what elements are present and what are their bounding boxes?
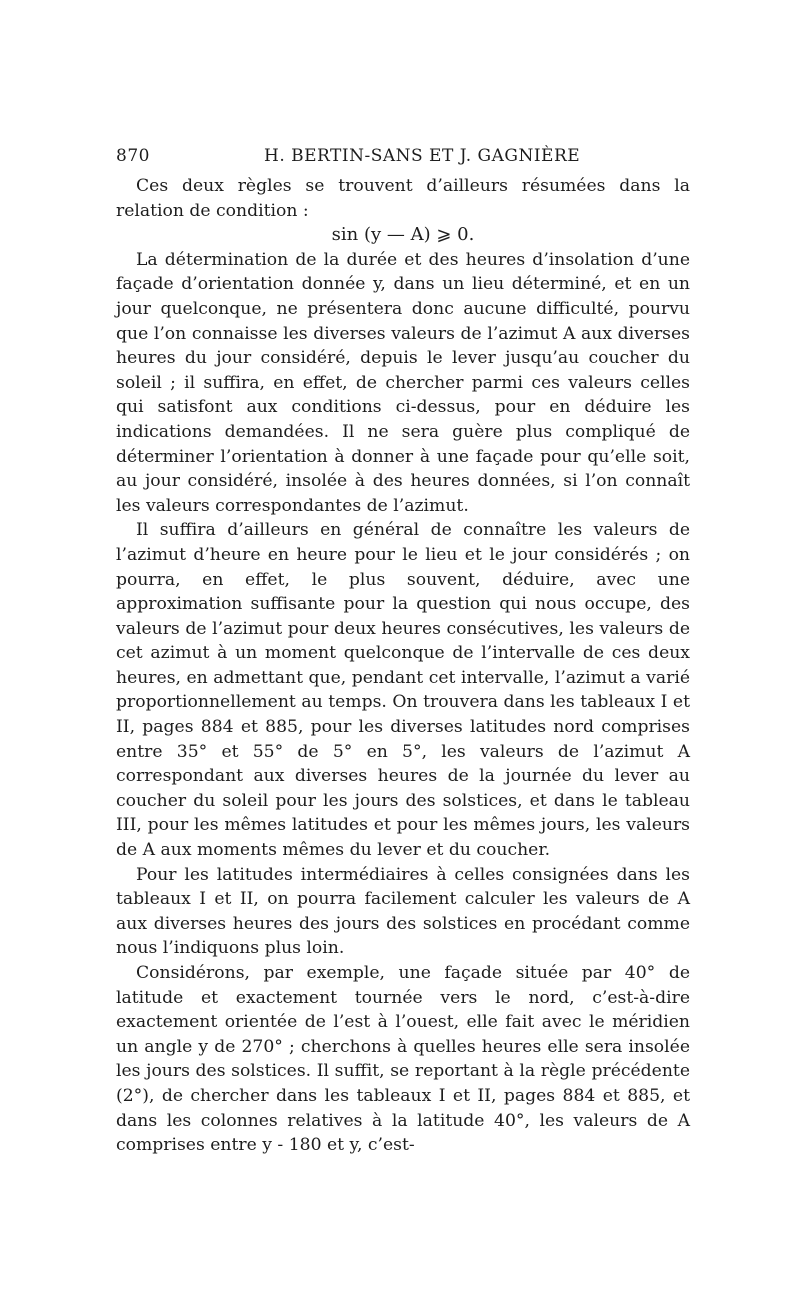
page-number: 870 bbox=[116, 146, 150, 166]
paragraph: Considérons, par exemple, une façade située par 40° de latitude et exactement tournée vers le nord, c’est-à-dire exactement orientée de l’est à l’ouest, elle fait avec le méridien un angle y de 270° ; cherchons à quelles heures elle sera insolée les jours des solstices. Il suffit, se reportant à la règle précédente (2°), de chercher dans les tableaux I et II, pages 884 et 885, et dans les colonnes relatives à la latitude 40°, les valeurs de A comprises entre y - 180 et y, c’est- bbox=[116, 963, 690, 1156]
paragraph: Il suffira d’ailleurs en général de connaître les valeurs de l’azimut d’heure en heure pour le lieu et le jour considérés ; on pourra, en effet, le plus souvent, déduire, avec une approximation suffisante pour la question qui nous occupe, des valeurs de l’azimut pour deux heures consécutives, les valeurs de cet azimut à un moment quelconque de l’intervalle de ces deux heures, en admettant que, pendant cet intervalle, l’azimut a varié proportionnellement au temps. On trouvera dans les tableaux I et II, pages 884 et 885, pour les diverses latitudes nord comprises entre 35° et 55° de 5° en 5°, les valeurs de l’azimut A correspondant aux diverses heures de la journée du lever au coucher du soleil pour les jours des solstices, et dans le tableau III, pour les mêmes latitudes et pour les mêmes jours, les valeurs de A aux moments mêmes du lever et du coucher. bbox=[116, 520, 690, 861]
body-text bbox=[116, 174, 690, 1158]
intro-paragraph: Ces deux règles se trouvent d’ailleurs résumées dans la relation de condition : bbox=[116, 176, 690, 221]
formula: sin (y — A) ⩾ 0. bbox=[331, 224, 475, 246]
running-title: H. BERTIN-SANS ET J. GAGNIÈRE bbox=[264, 146, 581, 166]
paragraph: La détermination de la durée et des heures d’insolation d’une façade d’orientation donnée y, dans un lieu déterminé, et en un jour quelconque, ne présentera donc aucune difficulté, pourvu que l’on connaisse les diverses valeurs de l’azimut A aux diverses heures du jour considéré, depuis le lever jusqu’au coucher du soleil ; il suffira, en effet, de chercher parmi ces valeurs celles qui satisfont aux conditions ci-dessus, pour en déduire les indications demandées. Il ne sera guère plus compliqué de déterminer l’orientation à donner à une façade pour qu’elle soit, au jour considéré, insolée à des heures données, si l’on connaît les valeurs correspondantes de l’azimut. bbox=[116, 249, 690, 516]
paragraph: Pour les latitudes intermédiaires à celles consignées dans les tableaux I et II, on pourra facilement calculer les valeurs de A aux diverses heures des jours des solstices en procédant comme nous l’indiquons plus loin. bbox=[116, 864, 690, 959]
page-header bbox=[116, 146, 690, 170]
